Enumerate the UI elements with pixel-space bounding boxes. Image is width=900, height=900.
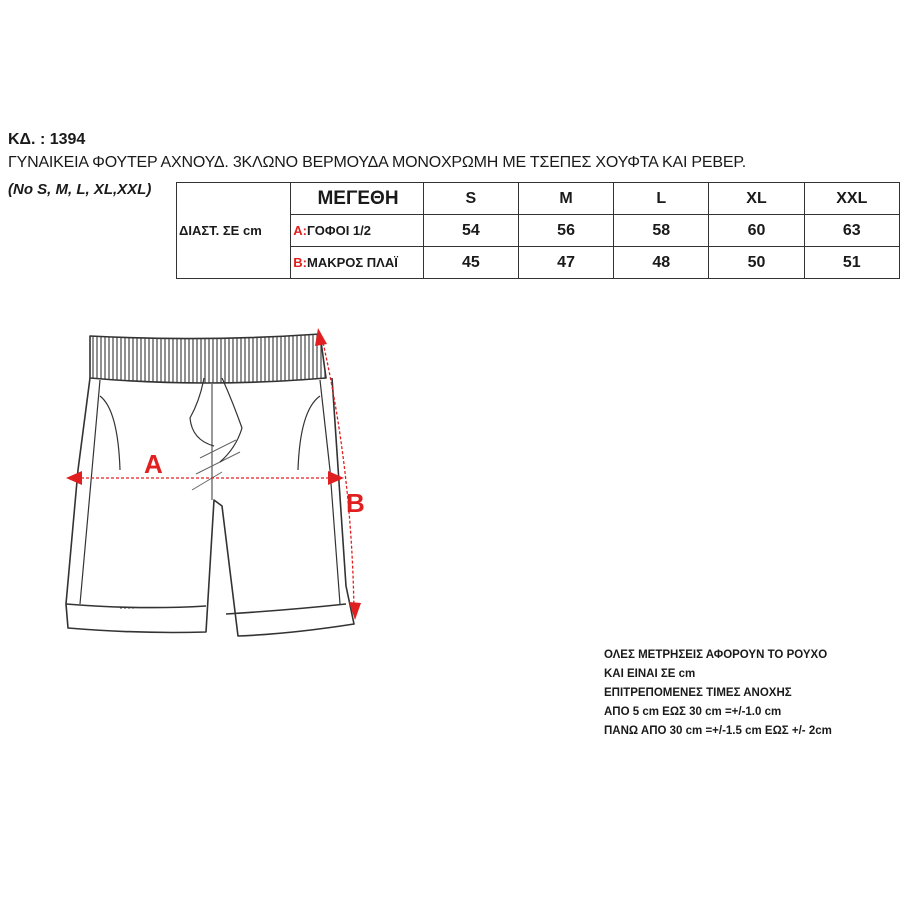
label-a: A (144, 449, 163, 479)
note-line: ΑΠΟ 5 cm ΕΩΣ 30 cm =+/-1.0 cm (604, 706, 782, 718)
size-table (176, 182, 900, 279)
product-description: ΓΥΝΑΙΚΕΙΑ ΦΟΥΤΕΡ ΑΧΝΟΥΔ. 3ΚΛΩΝΟ ΒΕΡΜΟΥΔΑ ΜΟΝΟΧΡΩΜΗ ΜΕ ΤΣΕΠΕΣ ΧΟΥΦΤΑ ΚΑΙ ΡΕΒΕΡ. (8, 154, 746, 171)
product-code: ΚΔ. : 1394 (8, 131, 86, 148)
size-header-row (177, 183, 900, 215)
size-xl: XL (709, 183, 804, 215)
label-b: B (346, 488, 365, 518)
row-a-letter: A: (293, 223, 307, 238)
row-b-letter: B: (293, 255, 307, 270)
row-b-value-xl: 50 (709, 247, 804, 279)
row-b-value-m: 47 (518, 247, 613, 279)
measurement-a-arrow (66, 471, 344, 485)
row-a-name: ΓΟΦΟΙ 1/2 (306, 223, 371, 238)
note-line: ΚΑΙ ΕΙΝΑΙ ΣΕ cm (604, 668, 696, 680)
row-a-value-l: 58 (614, 215, 709, 247)
note-line: ΕΠΙΤΡΕΠΟΜΕΝΕΣ ΤΙΜΕΣ ΑΝΟΧΗΣ (604, 687, 792, 699)
row-a-value-xxl: 63 (804, 215, 899, 247)
sizes-header: ΜΕΓΕΘΗ (291, 183, 424, 215)
available-sizes: (No S, M, L, XL,XXL) (8, 181, 152, 198)
row-b-value-l: 48 (614, 247, 709, 279)
note-line: ΠΑΝΩ ΑΠΟ 30 cm =+/-1.5 cm ΕΩΣ +/- 2cm (604, 725, 832, 737)
row-a-value-xl: 60 (709, 215, 804, 247)
row-b-name: ΜΑΚΡΟΣ ΠΛΑΪ (306, 255, 398, 270)
row-a-value-s: 54 (423, 215, 518, 247)
note-line: ΟΛΕΣ ΜΕΤΡΗΣΕΙΣ ΑΦΟΡΟΥΝ ΤΟ ΡΟΥΧΟ (604, 649, 828, 661)
tolerance-notes (604, 646, 832, 741)
row-a-value-m: 56 (518, 215, 613, 247)
row-b-value-s: 45 (423, 247, 518, 279)
size-s: S (423, 183, 518, 215)
shorts-technical-drawing (50, 320, 390, 640)
size-l: L (614, 183, 709, 215)
row-a-label (291, 215, 424, 247)
row-b-value-xxl: 51 (804, 247, 899, 279)
size-xxl: XXL (804, 183, 899, 215)
size-m: M (518, 183, 613, 215)
dimension-unit-label: ΔΙΑΣΤ. ΣΕ cm (177, 183, 291, 279)
shorts-outline (66, 334, 354, 636)
row-b-label (291, 247, 424, 279)
